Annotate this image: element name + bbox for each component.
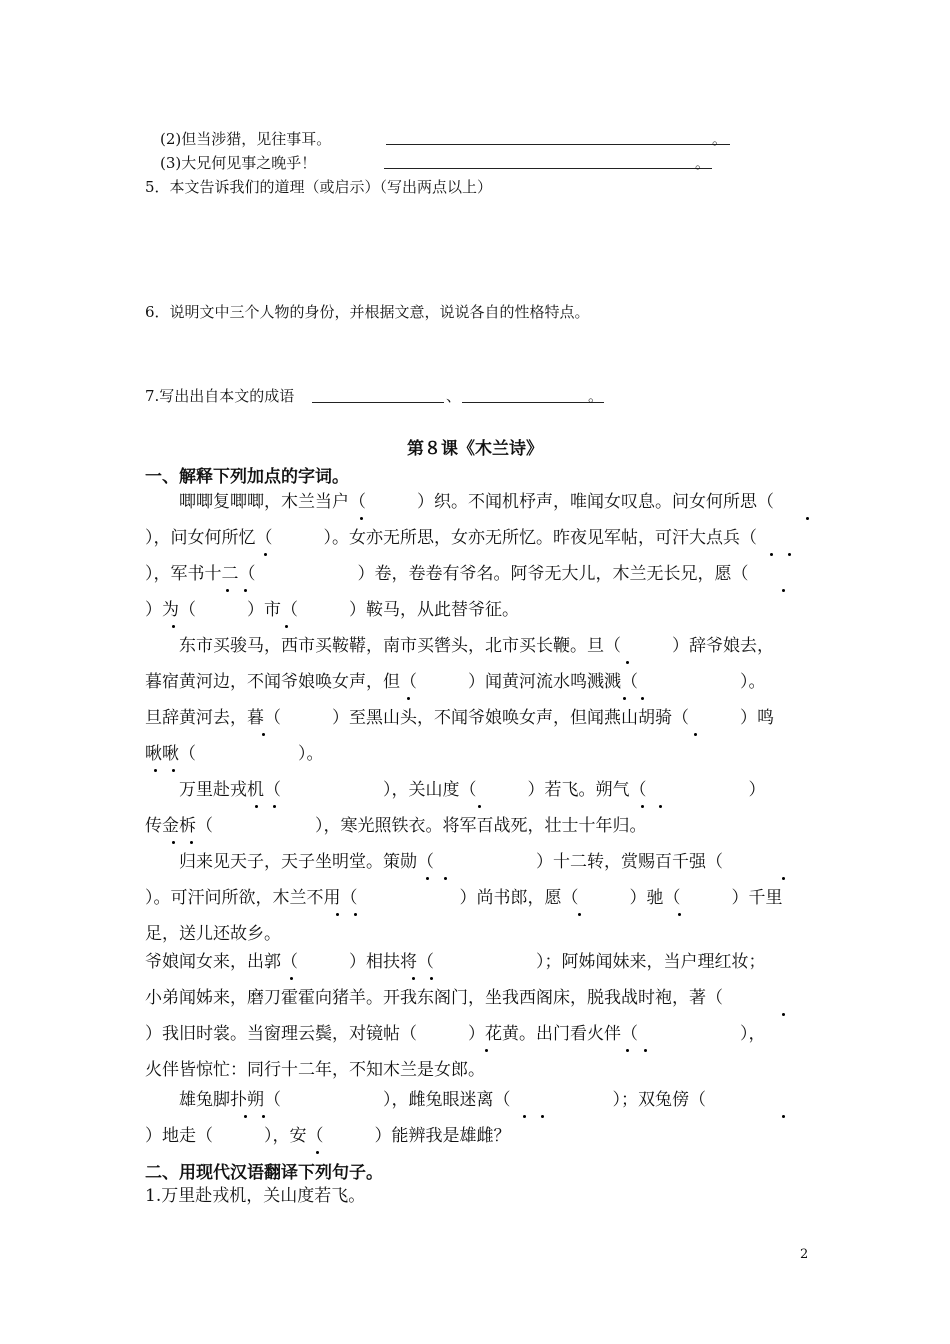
- passage-line-15: 小弟闻姊来，磨刀霍霍向猪羊。开我东阁门，坐我西阁床，脱我战时袍，著（: [145, 988, 723, 1008]
- page-number: 2: [800, 1247, 809, 1262]
- passage-line-19: ）地走（ ），安（ ）能辨我是雄雌？: [145, 1126, 511, 1146]
- emphasis-dot: [244, 589, 247, 592]
- translation-item-1: 1.万里赴戎机，关山度若飞。: [145, 1186, 366, 1206]
- emphasis-dot: [782, 1013, 785, 1016]
- passage-line-14: 爷娘闻女来，出郭（ ）相扶将（ ）；阿姊闻妹来，当户理红妆；: [145, 952, 766, 972]
- question-7: 7.写出出自本文的成语: [145, 387, 295, 405]
- emphasis-dot: [226, 589, 229, 592]
- passage-line-9: 万里赴戎机（ ），关山度（ ）若飞。朔气（ ）: [145, 780, 766, 800]
- emphasis-dot: [426, 877, 429, 880]
- emphasis-dot: [190, 841, 193, 844]
- emphasis-dot: [273, 805, 276, 808]
- emphasis-dot: [255, 805, 258, 808]
- emphasis-dot: [407, 697, 410, 700]
- answer-line-4-3[interactable]: [384, 168, 712, 169]
- emphasis-dot: [285, 625, 288, 628]
- emphasis-dot: [244, 1115, 247, 1118]
- question-6: 6．说明文中三个人物的身份，并根据文意，说说各自的性格特点。: [145, 303, 590, 321]
- emphasis-dot: [578, 913, 581, 916]
- emphasis-dot: [430, 977, 433, 980]
- emphasis-dot: [678, 913, 681, 916]
- emphasis-dot: [262, 733, 265, 736]
- emphasis-dot: [290, 977, 293, 980]
- section-1-heading: 一、解释下列加点的字词。: [145, 467, 349, 487]
- question-5: 5．本文告诉我们的道理（或启示）（写出两点以上）: [145, 178, 493, 196]
- emphasis-dot: [523, 1115, 526, 1118]
- emphasis-dot: [154, 769, 157, 772]
- passage-line-8: 啾啾（ ）。: [145, 744, 324, 764]
- passage-line-1: 唧唧复唧唧，木兰当户（ ）织。不闻机杼声，唯闻女叹息。问女何所思（: [145, 492, 774, 512]
- emphasis-dot: [354, 913, 357, 916]
- lesson-title: 第８课《木兰诗》: [407, 439, 543, 459]
- passage-line-12: ）。可汗问所欲，木兰不用（ ）尚书郎，愿（ ）驰（ ）千里: [145, 888, 783, 908]
- emphasis-dot: [659, 805, 662, 808]
- answer-line-7a[interactable]: [312, 402, 444, 403]
- emphasis-dot: [694, 733, 697, 736]
- passage-line-10: 传金柝（ ），寒光照铁衣。将军百战死，壮士十年归。: [145, 816, 647, 836]
- question-4-3: (3)大兄何见事之晚乎！: [160, 154, 317, 172]
- emphasis-dot: [541, 1115, 544, 1118]
- emphasis-dot: [782, 1115, 785, 1118]
- emphasis-dot: [806, 517, 809, 520]
- passage-line-11: 归来见天子，天子坐明堂。策勋（ ）十二转，赏赐百千强（: [145, 852, 723, 872]
- emphasis-dot: [412, 977, 415, 980]
- passage-line-13: 足，送儿还故乡。: [145, 924, 281, 944]
- passage-line-18: 雄兔脚扑朔（ ），雌兔眼迷离（ ）；双兔傍（: [145, 1090, 706, 1110]
- question-4-2: (2)但当涉猎，见往事耳。: [160, 130, 332, 148]
- emphasis-dot: [262, 1115, 265, 1118]
- emphasis-dot: [641, 697, 644, 700]
- passage-line-4: ）为（ ）市（ ）鞍马，从此替爷征。: [145, 600, 519, 620]
- answer-period-4-2: 。: [712, 130, 728, 148]
- emphasis-dot: [623, 697, 626, 700]
- answer-period-4-3: 。: [695, 154, 711, 172]
- emphasis-dot: [626, 661, 629, 664]
- emphasis-dot: [644, 1049, 647, 1052]
- emphasis-dot: [172, 625, 175, 628]
- answer-period-7: 。: [588, 387, 604, 405]
- passage-line-5: 东市买骏马，西市买鞍鞯，南市买辔头，北市买长鞭。旦（ ）辞爷娘去，: [145, 636, 774, 656]
- emphasis-dot: [172, 841, 175, 844]
- emphasis-dot: [788, 553, 791, 556]
- answer-line-4-2[interactable]: [386, 144, 730, 145]
- emphasis-dot: [641, 805, 644, 808]
- passage-line-16: ）我旧时裳。当窗理云鬓，对镜帖（ ）花黄。出门看火伴（ ），: [145, 1024, 766, 1044]
- answer-separator-7: 、: [446, 387, 462, 405]
- emphasis-dot: [360, 517, 363, 520]
- emphasis-dot: [782, 589, 785, 592]
- emphasis-dot: [626, 1049, 629, 1052]
- emphasis-dot: [316, 1151, 319, 1154]
- passage-line-17: 火伴皆惊忙：同行十二年，不知木兰是女郎。: [145, 1060, 485, 1080]
- emphasis-dot: [172, 769, 175, 772]
- emphasis-dot: [478, 805, 481, 808]
- answer-line-7b[interactable]: [462, 402, 604, 403]
- emphasis-dot: [444, 877, 447, 880]
- emphasis-dot: [336, 913, 339, 916]
- emphasis-dot: [485, 1049, 488, 1052]
- passage-line-2: ），问女何所忆（ ）。女亦无所思，女亦无所忆。昨夜见军帖，可汗大点兵（: [145, 528, 757, 548]
- emphasis-dot: [770, 553, 773, 556]
- emphasis-dot: [264, 553, 267, 556]
- passage-line-7: 旦辞黄河去，暮（ ）至黑山头，不闻爷娘唤女声，但闻燕山胡骑（ ）鸣: [145, 708, 774, 728]
- emphasis-dot: [782, 877, 785, 880]
- passage-line-3: ），军书十二（ ）卷，卷卷有爷名。阿爷无大儿，木兰无长兄，愿（: [145, 564, 749, 584]
- passage-line-6: 暮宿黄河边，不闻爷娘唤女声，但（ ）闻黄河流水鸣溅溅（ ）。: [145, 672, 766, 692]
- section-2-heading: 二、用现代汉语翻译下列句子。: [145, 1163, 383, 1183]
